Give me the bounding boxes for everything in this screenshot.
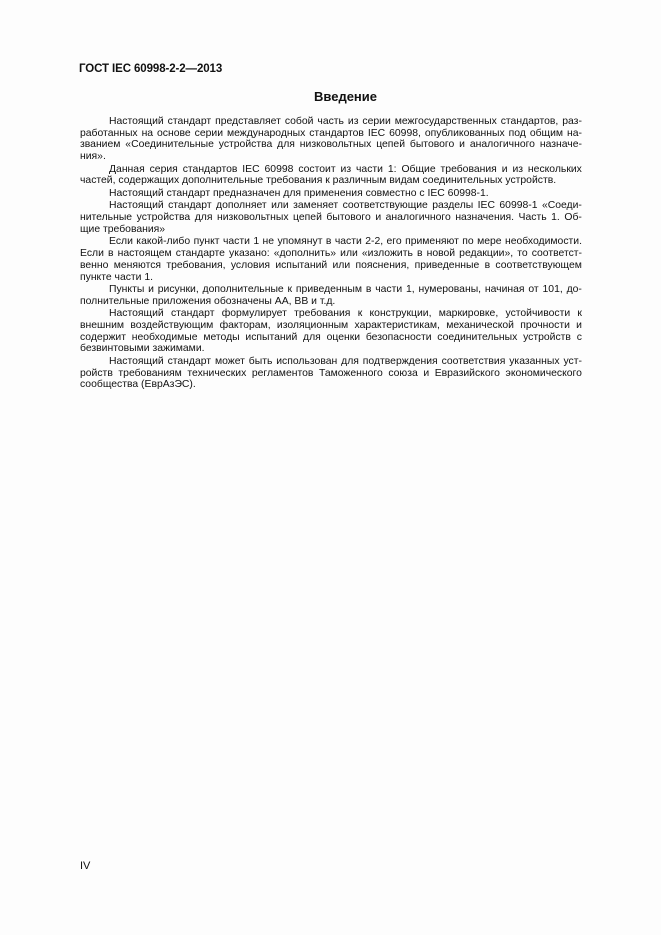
text-line: Настоящий стандарт представляет собой часть из серии межгосударственных стандартов, раз- bbox=[109, 116, 582, 127]
paragraph bbox=[80, 356, 582, 391]
paragraph bbox=[80, 200, 582, 235]
text-line: Настоящий стандарт может быть использован для подтверждения соответствия указанных уст- bbox=[109, 355, 582, 367]
text-line: Если какой-либо пункт части 1 не упомянут в части 2-2, его применяют по мере необходимости. bbox=[109, 236, 582, 248]
text-line: содержит необходимые методы испытаний для оценки безопасности соединительных устройств с bbox=[80, 331, 582, 343]
text-line: званием «Соединительные устройства для низковольтных цепей бытового и аналогичного назначе- bbox=[80, 139, 582, 151]
text-line: щие требования» bbox=[80, 223, 166, 235]
text-line: полнительные приложения обозначены АА, ВВ и т.д. bbox=[80, 295, 336, 307]
paragraph bbox=[80, 164, 582, 187]
text-line: частей, содержащих дополнительные требования к различным видам соединительных устройств. bbox=[80, 175, 557, 187]
text-line: Настоящий стандарт предназначен для применения совместно с IEC 60998-1. bbox=[109, 187, 489, 199]
section-title: Введение bbox=[314, 89, 377, 104]
page-number: IV bbox=[80, 860, 91, 872]
text-line: венно меняются требования, условия испытаний или пояснения, приведенные в соответствующем bbox=[80, 259, 582, 271]
document-body bbox=[80, 116, 582, 392]
text-line: Пункты и рисунки, дополнительные к приведенным в части 1, нумерованы, начиная от 101, до- bbox=[109, 284, 582, 296]
paragraph bbox=[80, 116, 582, 163]
text-line: пункте части 1. bbox=[80, 271, 154, 283]
paragraph bbox=[80, 188, 582, 200]
paragraph bbox=[80, 308, 582, 355]
paragraph bbox=[80, 236, 582, 283]
text-line: Настоящий стандарт формулирует требования к конструкции, маркировке, устойчивости к bbox=[109, 308, 582, 320]
text-line: внешним воздействующим факторам, изоляционным характеристикам, механической прочности и bbox=[80, 320, 582, 332]
text-line: Если в настоящем стандарте указано: «дополнить» или «изложить в новой редакции», то соответст- bbox=[80, 248, 582, 260]
text-line: безвинтовыми зажимами. bbox=[80, 343, 205, 355]
document-header: ГОСТ IEC 60998-2-2—2013 bbox=[79, 63, 223, 75]
text-line: работанных на основе серии международных стандартов IEC 60998, опубликованных под общим на- bbox=[80, 127, 582, 139]
text-line: Данная серия стандартов IEC 60998 состоит из части 1: Общие требования и из нескольких bbox=[109, 163, 582, 175]
text-line: сообщества (ЕврАзЭС). bbox=[80, 379, 196, 391]
text-line: ния». bbox=[80, 151, 106, 163]
paragraph bbox=[80, 284, 582, 307]
text-line: нительные устройства для низковольтных цепей бытового и аналогичного назначения. Часть 1. Об- bbox=[80, 212, 582, 224]
text-line: Настоящий стандарт дополняет или заменяет соответствующие разделы IEC 60998-1 «Соеди- bbox=[109, 200, 582, 212]
text-line: ройств требованиям технических регламентов Таможенного союза и Евразийского экономического bbox=[80, 367, 582, 379]
